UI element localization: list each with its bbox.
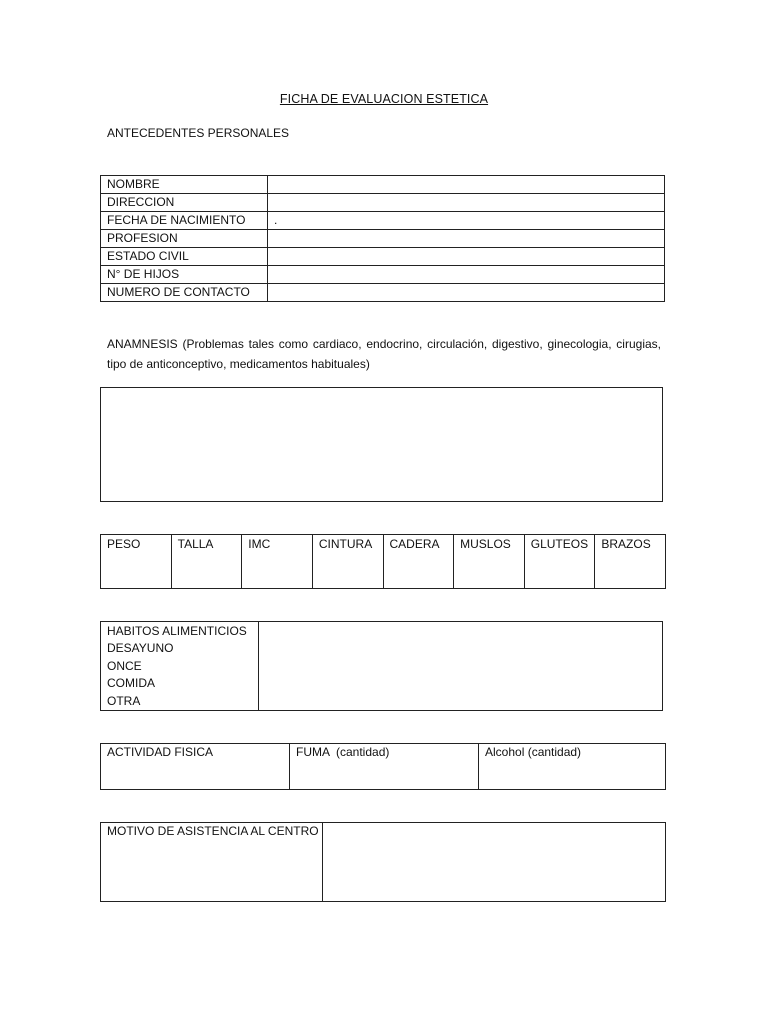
- motivo-value-cell[interactable]: [323, 823, 666, 902]
- field-value[interactable]: [268, 194, 665, 212]
- personal-info-table: [100, 175, 665, 302]
- field-label: NOMBRE: [101, 176, 268, 194]
- habits-item: DESAYUNO: [107, 641, 174, 656]
- field-value[interactable]: [268, 284, 665, 302]
- alcohol-cell[interactable]: Alcohol (cantidad): [479, 744, 666, 790]
- measurement-cell[interactable]: GLUTEOS: [524, 535, 595, 589]
- motivo-label: MOTIVO DE ASISTENCIA AL CENTRO: [101, 823, 323, 902]
- table-row: [101, 823, 666, 902]
- table-row: [101, 535, 666, 589]
- measurement-cell[interactable]: BRAZOS: [595, 535, 666, 589]
- table-row: [101, 284, 665, 302]
- habits-value-cell[interactable]: [259, 622, 663, 711]
- actividad-fisica-cell[interactable]: ACTIVIDAD FISICA: [101, 744, 290, 790]
- field-value[interactable]: .: [268, 212, 665, 230]
- habits-item: COMIDA: [107, 676, 155, 691]
- field-value[interactable]: [268, 230, 665, 248]
- field-label: NUMERO DE CONTACTO: [101, 284, 268, 302]
- measurements-table: [100, 534, 666, 589]
- table-row: [101, 744, 666, 790]
- fuma-cell[interactable]: FUMA (cantidad): [290, 744, 479, 790]
- field-label: PROFESION: [101, 230, 268, 248]
- table-row: [101, 266, 665, 284]
- form-title: FICHA DE EVALUACION ESTETICA: [279, 92, 489, 106]
- field-label: FECHA DE NACIMIENTO: [101, 212, 268, 230]
- motivo-table: [100, 822, 666, 902]
- table-row: [101, 248, 665, 266]
- table-row: [101, 230, 665, 248]
- anamnesis-box[interactable]: [100, 387, 663, 502]
- field-label: ESTADO CIVIL: [101, 248, 268, 266]
- anamnesis-heading: ANAMNESIS (Problemas tales como cardiaco, endocrino, circulación, digestivo, ginecologia, cirugias, tipo de anticonceptivo, medicamentos habituales): [107, 337, 661, 371]
- table-row: [101, 212, 665, 230]
- measurement-cell[interactable]: TALLA: [171, 535, 242, 589]
- measurement-cell[interactable]: PESO: [101, 535, 172, 589]
- field-value[interactable]: [268, 266, 665, 284]
- table-row: [101, 622, 663, 711]
- field-label: DIRECCION: [101, 194, 268, 212]
- habits-table: [100, 621, 663, 711]
- habits-heading: HABITOS ALIMENTICIOS: [107, 624, 247, 638]
- section-personal-heading: ANTECEDENTES PERSONALES: [107, 126, 290, 140]
- field-label: N° DE HIJOS: [101, 266, 268, 284]
- measurement-cell[interactable]: MUSLOS: [454, 535, 525, 589]
- habits-item: ONCE: [107, 658, 142, 673]
- table-row: [101, 176, 665, 194]
- measurement-cell[interactable]: CADERA: [383, 535, 454, 589]
- measurement-cell[interactable]: IMC: [242, 535, 313, 589]
- field-value[interactable]: [268, 248, 665, 266]
- habits-label-cell: [101, 622, 259, 711]
- table-row: [101, 194, 665, 212]
- measurement-cell[interactable]: CINTURA: [312, 535, 383, 589]
- activity-table: [100, 743, 666, 790]
- field-value[interactable]: [268, 176, 665, 194]
- habits-item: OTRA: [107, 693, 141, 708]
